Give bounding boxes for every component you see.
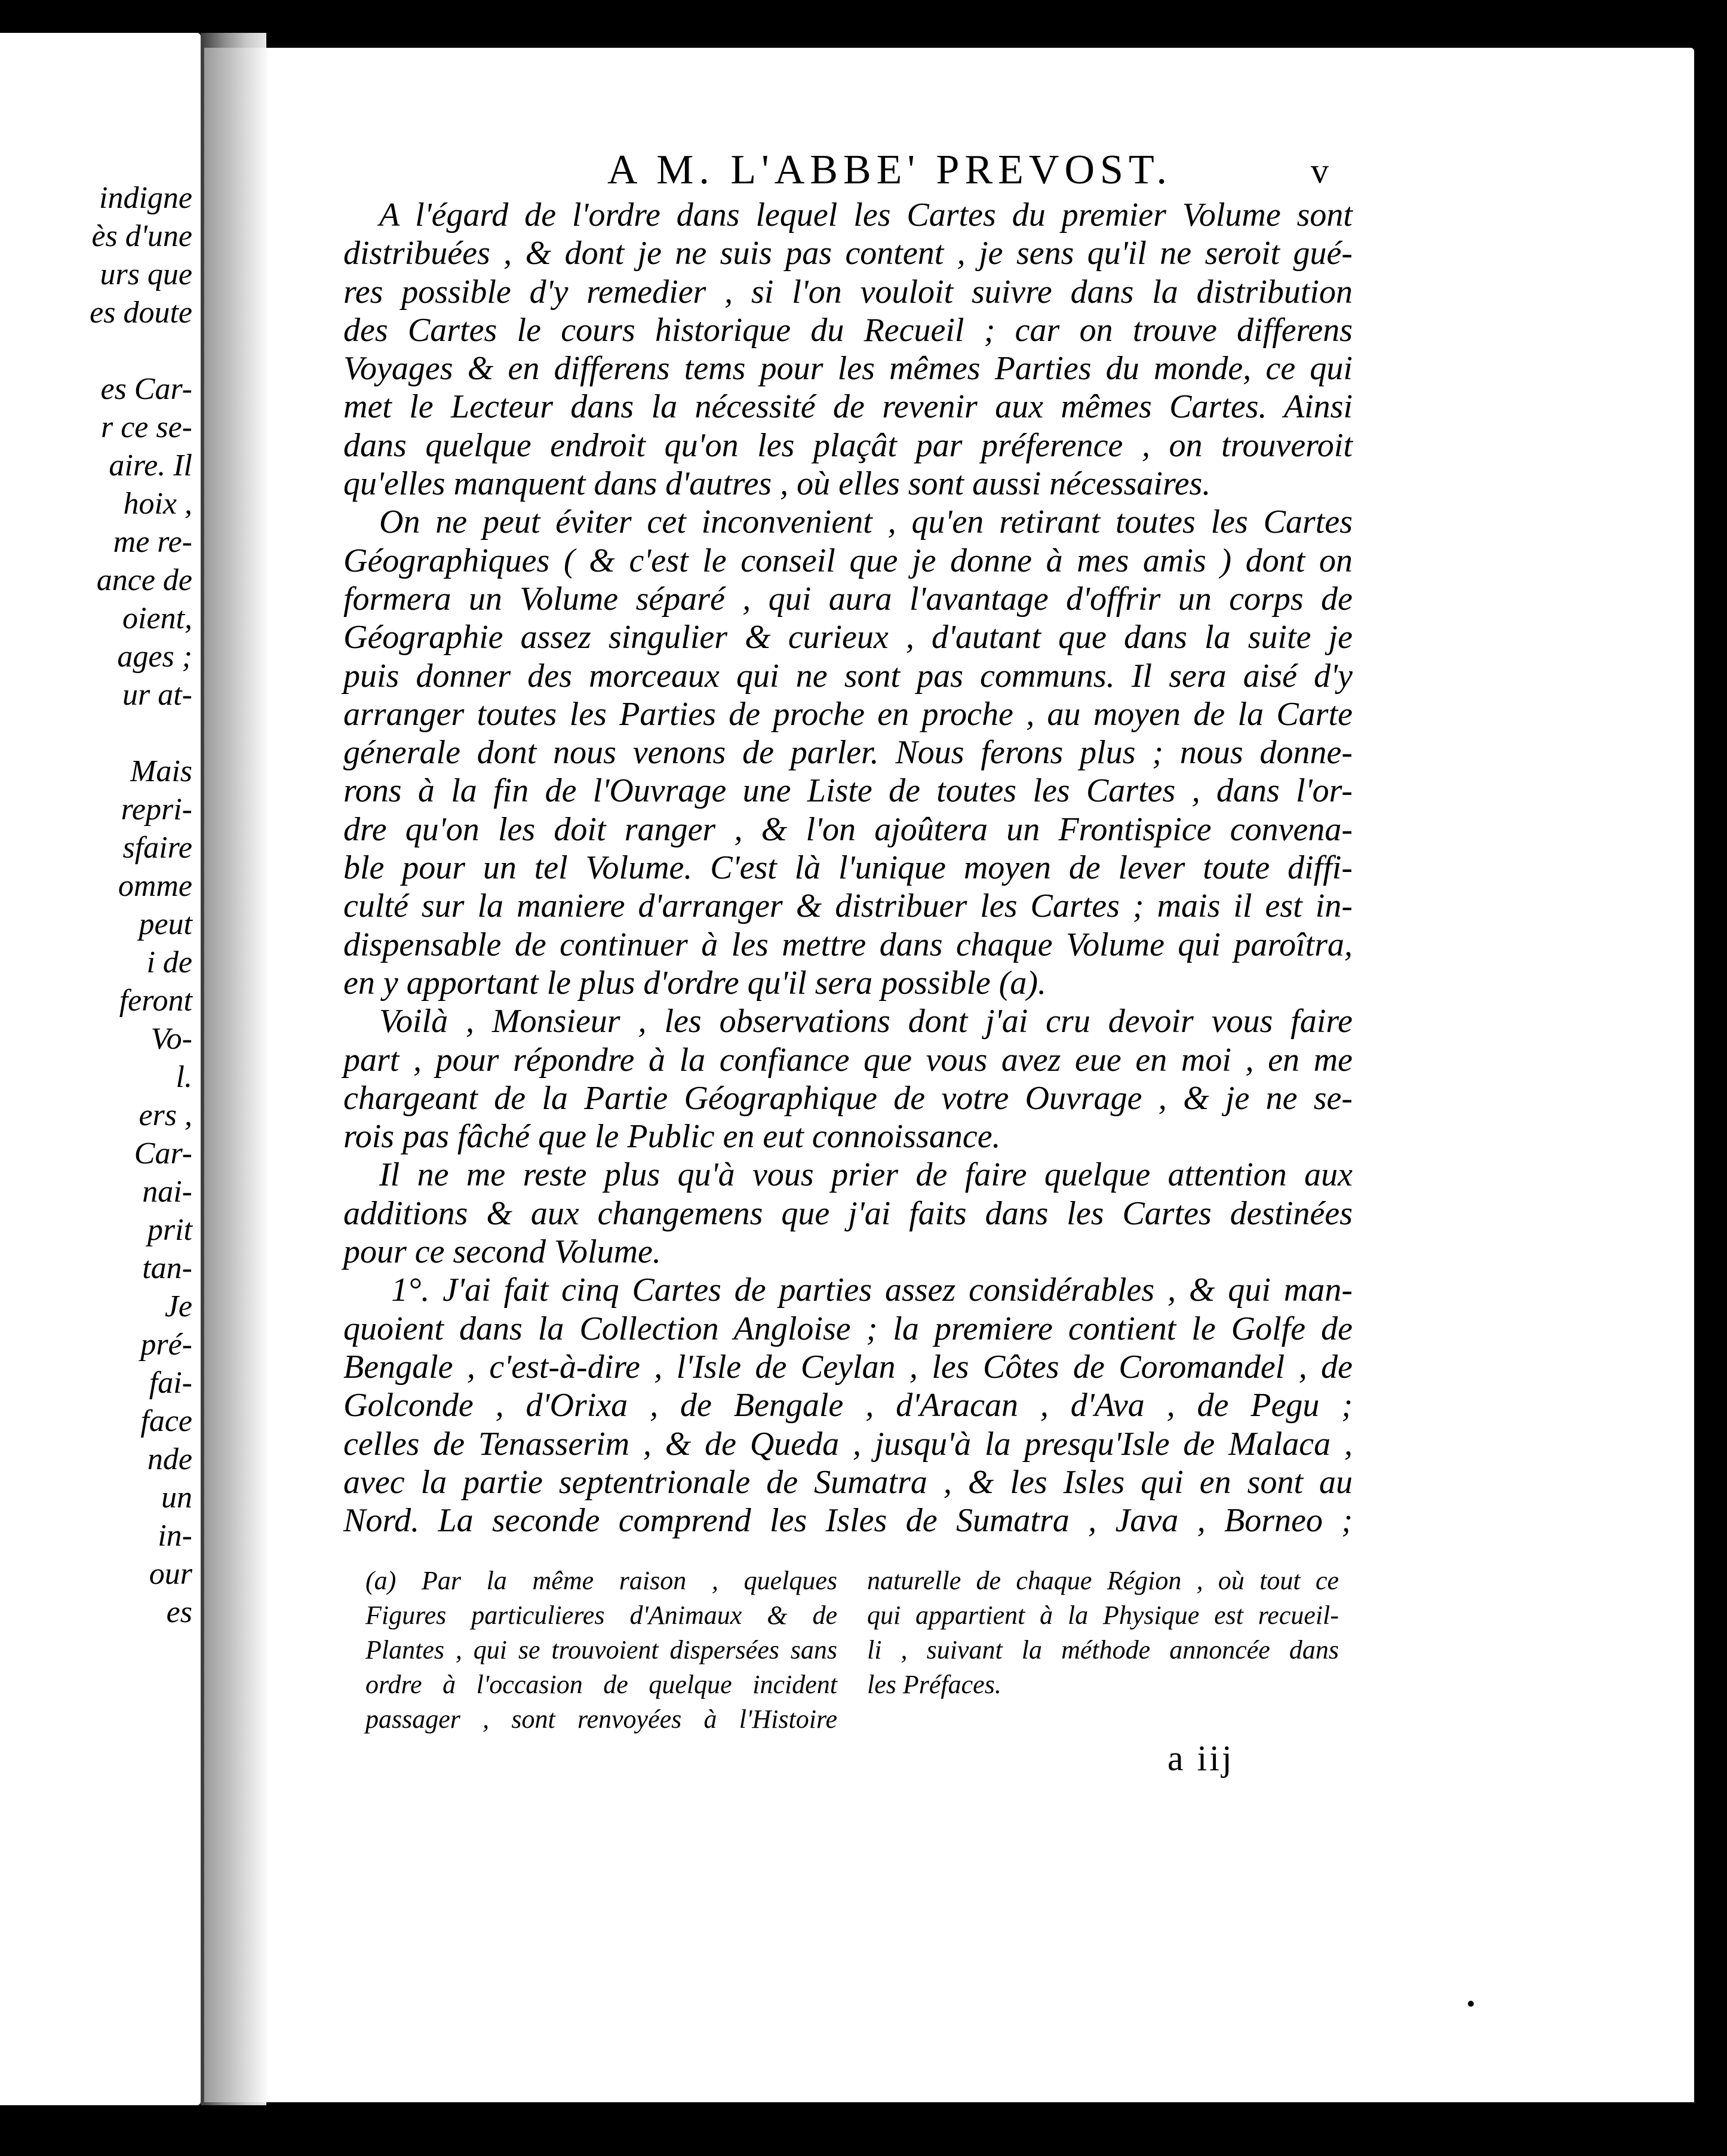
- text-line: dans quelque endroit qu'on les plaçât par préference , on trouveroit: [343, 426, 1353, 464]
- left-page-line: Vo-: [150, 1022, 192, 1056]
- text-line: génerale dont nous venons de parler. Nous ferons plus ; nous donne-: [343, 734, 1353, 772]
- footnote-line: Figures particulieres d'Animaux & de: [365, 1601, 837, 1630]
- left-page-edge: [0, 33, 201, 2105]
- text-line: A l'égard de l'ordre dans lequel les Cartes du premier Volume sont: [379, 196, 1353, 234]
- text-line: Bengale , c'est-à-dire , l'Isle de Ceylan , les Côtes de Coromandel , de: [343, 1348, 1353, 1386]
- footnote-column-left: [365, 1564, 837, 1737]
- left-page-line: nai-: [142, 1175, 192, 1209]
- text-line: 1°. J'ai fait cinq Cartes de parties assez considérables , & qui man-: [391, 1272, 1353, 1309]
- left-page-line: ès d'une: [91, 219, 192, 253]
- text-line: formera un Volume séparé , qui aura l'avantage d'offrir un corps de: [343, 580, 1353, 618]
- footnote-line: li , suivant la méthode annoncée dans: [867, 1635, 1339, 1664]
- left-page-line: feront: [119, 984, 192, 1018]
- text-line: arranger toutes les Parties de proche en proche , au moyen de la Carte: [343, 695, 1353, 733]
- text-line: additions & aux changemens que j'ai faits dans les Cartes destinées: [343, 1194, 1353, 1232]
- left-page-line: r ce se-: [100, 410, 192, 444]
- left-page-line: ur at-: [122, 678, 192, 712]
- text-line: des Cartes le cours historique du Recueil ; car on trouve differens: [343, 311, 1353, 349]
- left-page-line: aire. Il: [109, 449, 192, 483]
- text-line: Voilà , Monsieur , les observations dont j'ai cru devoir vous faire: [379, 1003, 1353, 1040]
- left-page-line: Car-: [134, 1137, 192, 1171]
- text-line: en y apportant le plus d'ordre qu'il sera possible (a).: [343, 964, 1047, 1002]
- text-line: Géographie assez singulier & curieux , d'autant que dans la suite je: [343, 619, 1353, 656]
- ink-speck: [1468, 2001, 1474, 2007]
- left-page-line: Mais: [130, 754, 192, 788]
- text-line: Il ne me reste plus qu'à vous prier de faire quelque attention aux: [379, 1156, 1353, 1194]
- left-page-line: un: [161, 1481, 192, 1515]
- text-line: celles de Tenasserim , & de Queda , jusqu'à la presqu'Isle de Malaca ,: [343, 1425, 1353, 1463]
- text-line: puis donner des morceaux qui ne sont pas communs. Il sera aisé d'y: [343, 657, 1353, 695]
- left-page-line: oient,: [122, 601, 192, 635]
- left-page-line: peut: [139, 907, 192, 941]
- footnote-line: ordre à l'occasion de quelque incident: [365, 1670, 837, 1699]
- left-page-line: l.: [176, 1060, 192, 1094]
- text-line: distribuées , & dont je ne suis pas content , je sens qu'il ne seroit gué-: [343, 235, 1353, 272]
- left-page-line: ers ,: [139, 1098, 192, 1132]
- text-line: rons à la fin de l'Ouvrage une Liste de toutes les Cartes , dans l'or-: [343, 772, 1353, 810]
- left-page-line: tan-: [142, 1251, 192, 1285]
- text-line: Géographiques ( & c'est le conseil que je donne à mes amis ) dont on: [343, 542, 1353, 579]
- left-page-line: nde: [147, 1442, 192, 1476]
- left-page-line: es: [166, 1595, 192, 1629]
- body-text: [343, 196, 1353, 1540]
- left-page-line: hoix ,: [123, 487, 192, 521]
- left-page-line: omme: [118, 869, 192, 903]
- footnote-line: Plantes , qui se trouvoient dispersées sans: [365, 1635, 837, 1664]
- left-page-line: pré-: [140, 1328, 192, 1362]
- footnote-line: naturelle de chaque Région , où tout ce: [867, 1566, 1339, 1595]
- footnote-line: passager , sont renvoyées à l'Histoire: [365, 1704, 837, 1734]
- signature-mark: a iij: [1167, 1739, 1234, 1778]
- text-line: Voyages & en differens tems pour les mêmes Parties du monde, ce qui: [343, 350, 1353, 388]
- text-line: qu'elles manquent dans d'autres , où elles sont aussi nécessaires.: [343, 465, 1211, 503]
- text-line: Golconde , d'Orixa , de Bengale , d'Aracan , d'Ava , de Pegu ;: [343, 1387, 1353, 1424]
- text-line: quoient dans la Collection Angloise ; la premiere contient le Golfe de: [343, 1310, 1353, 1347]
- footnote: [365, 1564, 1357, 1755]
- text-line: ble pour un tel Volume. C'est là l'unique moyen de lever toute diffi-: [343, 849, 1353, 887]
- left-page-line: ance de: [96, 563, 192, 597]
- footnote-line: les Préfaces.: [867, 1670, 1001, 1699]
- text-line: res possible d'y remedier , si l'on vouloit suivre dans la distribution: [343, 273, 1353, 311]
- text-line: chargeant de la Partie Géographique de votre Ouvrage , & je ne se-: [343, 1079, 1353, 1117]
- left-page-line: es Car-: [100, 372, 192, 406]
- left-page-line: sfaire: [122, 831, 192, 865]
- footnote-column-right: [867, 1564, 1339, 1702]
- left-page-line: fai-: [149, 1366, 192, 1400]
- text-line: dispensable de continuer à les mettre dans chaque Volume qui paroîtra,: [343, 926, 1353, 963]
- left-page-line: i de: [146, 945, 192, 979]
- running-head: A M. L'ABBE' PREVOST.: [607, 147, 1173, 193]
- text-line: dre qu'on les doit ranger , & l'on ajoûtera un Frontispice convena-: [343, 810, 1353, 848]
- text-line: rois pas fâché que le Public en eut connoissance.: [343, 1118, 1001, 1156]
- text-line: culté sur la maniere d'arranger & distribuer les Cartes ; mais il est in-: [343, 887, 1353, 925]
- left-page-line: ages ;: [117, 640, 192, 674]
- footnote-line: qui appartient à la Physique est recueil-: [867, 1601, 1339, 1630]
- left-page-line: in-: [158, 1519, 192, 1553]
- left-page-line: face: [140, 1404, 192, 1438]
- left-page-line: me re-: [113, 525, 192, 559]
- left-page-line: prit: [147, 1213, 192, 1247]
- left-page-line: es doute: [90, 296, 192, 330]
- left-page-line: Je: [164, 1289, 192, 1323]
- text-line: pour ce second Volume.: [343, 1233, 661, 1271]
- left-page-line: indigne: [99, 181, 192, 215]
- left-page-line: repri-: [121, 793, 192, 827]
- text-line: met le Lecteur dans la nécessité de revenir aux mêmes Cartes. Ainsi: [343, 388, 1353, 426]
- page-number: v: [1311, 151, 1329, 191]
- text-line: part , pour répondre à la confiance que vous avez eue en moi , en me: [343, 1041, 1353, 1079]
- page-shadow: [204, 48, 270, 2102]
- text-line: On ne peut éviter cet inconvenient , qu'en retirant toutes les Cartes: [379, 503, 1353, 541]
- footnote-line: (a) Par la même raison , quelques: [365, 1566, 837, 1595]
- text-line: avec la partie septentrionale de Sumatra , & les Isles qui en sont au: [343, 1463, 1353, 1501]
- left-page-line: urs que: [100, 257, 192, 291]
- left-page-line: our: [149, 1557, 192, 1591]
- text-line: Nord. La seconde comprend les Isles de Sumatra , Java , Borneo ;: [343, 1502, 1353, 1540]
